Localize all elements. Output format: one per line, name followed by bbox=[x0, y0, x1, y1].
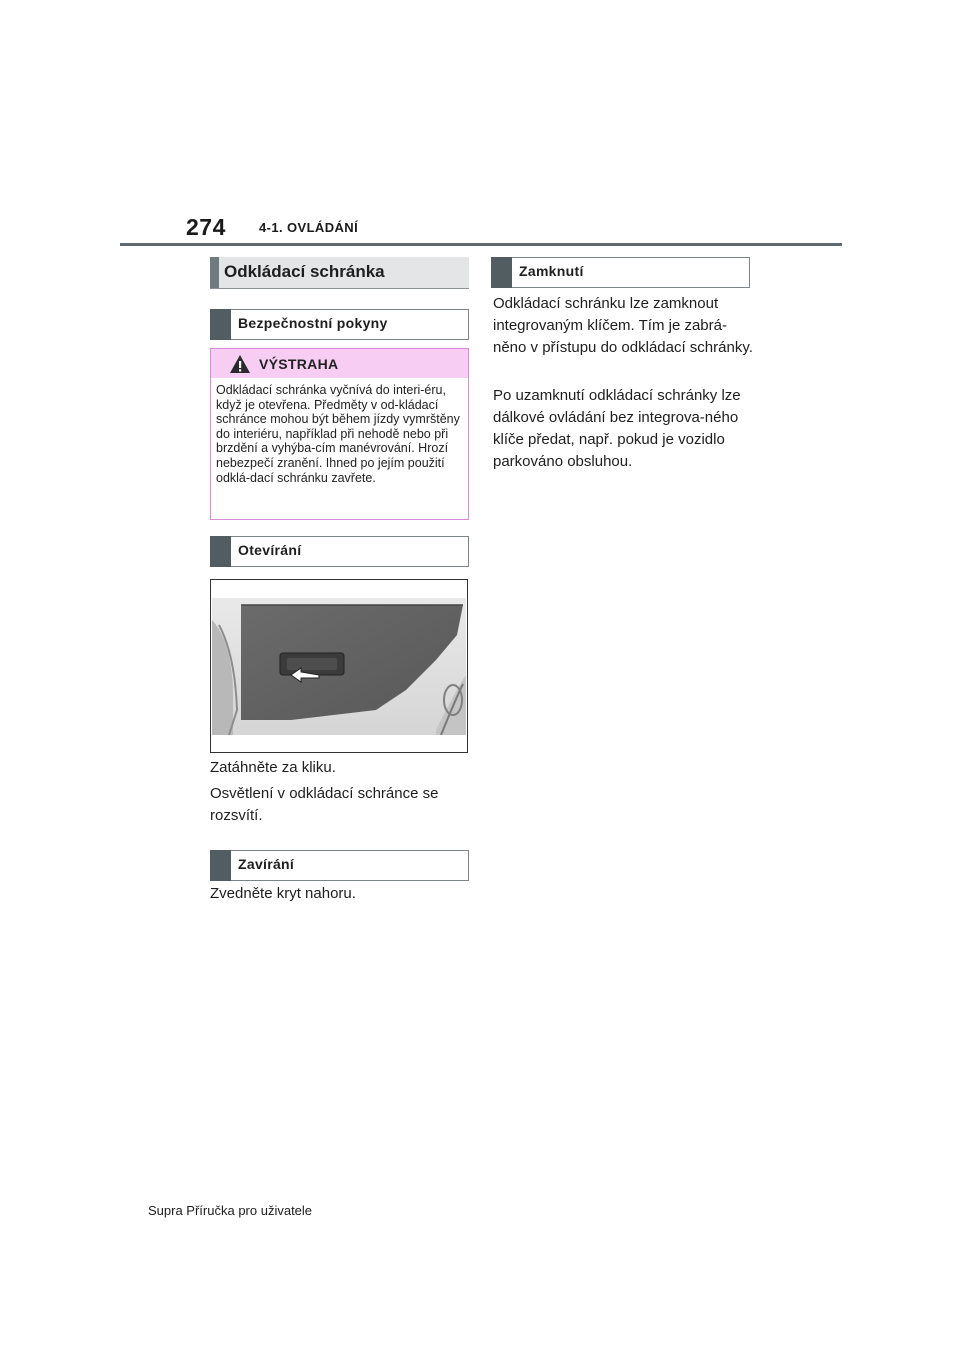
locking-paragraph-1: Odkládací schránku lze zamknout integrovaným klíčem. Tím je zabrá-něno v přístupu do odkládací schránky. bbox=[493, 295, 753, 356]
header-divider bbox=[120, 243, 842, 246]
locking-heading bbox=[491, 257, 750, 288]
opening-note: Osvětlení v odkládací schránce se rozsvítí. bbox=[210, 785, 439, 824]
closing-heading-text: Zavírání bbox=[238, 856, 295, 872]
section-heading bbox=[210, 257, 469, 289]
section-heading-bar bbox=[210, 257, 219, 288]
closing-instruction: Zvedněte kryt nahoru. bbox=[210, 885, 356, 902]
safety-heading bbox=[210, 309, 469, 340]
safety-heading-text: Bezpečnostní pokyny bbox=[238, 315, 388, 331]
glovebox-illustration bbox=[210, 579, 468, 753]
safety-heading-bar bbox=[210, 309, 231, 340]
footer-text: Supra Příručka pro uživatele bbox=[148, 1203, 313, 1218]
warning-title: VÝSTRAHA bbox=[259, 356, 339, 372]
closing-heading-bar bbox=[210, 850, 231, 881]
warning-header bbox=[211, 349, 468, 378]
closing-heading bbox=[210, 850, 469, 881]
chapter-title: 4-1. OVLÁDÁNÍ bbox=[259, 220, 359, 235]
locking-heading-text: Zamknutí bbox=[519, 263, 584, 279]
opening-heading bbox=[210, 536, 469, 567]
opening-heading-bar bbox=[210, 536, 231, 567]
opening-heading-text: Otevírání bbox=[238, 542, 302, 558]
page-number: 274 bbox=[186, 214, 226, 240]
locking-paragraph-2: Po uzamknutí odkládací schránky lze dálkové ovládání bez integrova-ného klíče předat, např. pokud je vozidlo parkováno obsluhou. bbox=[493, 387, 741, 470]
warning-triangle-icon bbox=[229, 354, 251, 374]
warning-text: Odkládací schránka vyčnívá do interi-éru, když je otevřena. Předměty v od-kládací schránce mohou být během jízdy vymrštěny do interiéru, například při nehodě nebo při brzdění a vyhýba-cím manévrování. Hrozí nebezpečí zranění. Ihned po jejím použití odklá-dací schránku zavřete. bbox=[216, 383, 460, 485]
warning-box bbox=[210, 348, 469, 520]
opening-instruction: Zatáhněte za kliku. bbox=[210, 759, 336, 776]
glovebox-image bbox=[211, 580, 467, 752]
locking-heading-bar bbox=[491, 257, 512, 288]
section-heading-text: Odkládací schránka bbox=[224, 262, 385, 281]
